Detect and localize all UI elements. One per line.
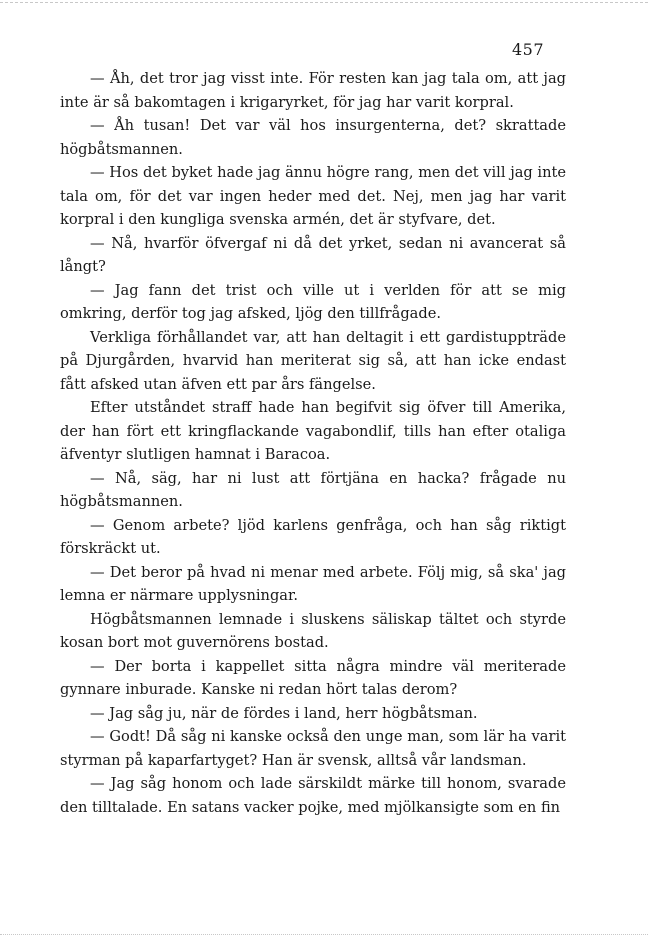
scan-edge-top — [0, 2, 648, 4]
paragraph: Högbåtsmannen lemnade i sluskens säliskap tältet och styrde kosan bort mot guvernörens bostad. — [60, 610, 566, 651]
paragraph: — Åh, det tror jag visst inte. För resten kan jag tala om, att jag inte är så bakomtagen i krigaryrket, för jag har varit korpral. — [60, 70, 566, 111]
paragraph: — Godt! Då såg ni kanske också den unge man, som lär ha varit styrman på kaparfartyget? Han är svensk, alltså vår landsman. — [60, 728, 566, 769]
paragraph: — Nå, hvarför öfvergaf ni då det yrket, sedan ni avancerat så långt? — [60, 234, 566, 275]
paragraph: — Nå, säg, har ni lust att förtjäna en hacka? frågade nu högbåtsmannen. — [60, 469, 566, 510]
paragraph: — Det beror på hvad ni menar med arbete. Följ mig, så ska' jag lemna er närmare upplysningar. — [60, 563, 566, 604]
paragraph: Verkliga förhållandet var, att han deltagit i ett gardistuppträde på Djurgården, hvarvid han meriterat sig så, att han icke endast fått afsked utan äfven ett par års fängelse. — [60, 328, 566, 393]
body-text — [60, 67, 566, 819]
paragraph: — Jag såg honom och lade särskildt märke till honom, svarade den tilltalade. En satans vacker pojke, med mjölkansigte som en fin — [60, 775, 566, 816]
paragraph: — Jag fann det trist och ville ut i verlden för att se mig omkring, derför tog jag afsked, ljög den tillfrågade. — [60, 281, 566, 322]
paragraph: — Åh tusan! Det var väl hos insurgenterna, det? skrattade högbåtsmannen. — [60, 117, 566, 158]
scan-edge-bottom — [0, 934, 648, 936]
paragraph: — Genom arbete? ljöd karlens genfråga, och han såg riktigt förskräckt ut. — [60, 516, 566, 557]
page-number: 457 — [511, 40, 544, 59]
paragraph: — Hos det byket hade jag ännu högre rang, men det vill jag inte tala om, för det var ingen heder med det. Nej, men jag har varit korpral i den kungliga svenska armén, det är styfvare, det. — [60, 164, 566, 228]
paragraph: Efter utståndet straff hade han begifvit sig öfver till Amerika, der han fört ett kringflackande vagabondlif, tills han efter otaliga äfventyr slutligen hamnat i Baracoa. — [60, 399, 566, 463]
paragraph: — Der borta i kappellet sitta några mindre väl meriterade gynnare inburade. Kanske ni redan hört talas derom? — [60, 657, 566, 698]
paragraph: — Jag såg ju, när de fördes i land, herr högbåtsman. — [90, 704, 478, 722]
